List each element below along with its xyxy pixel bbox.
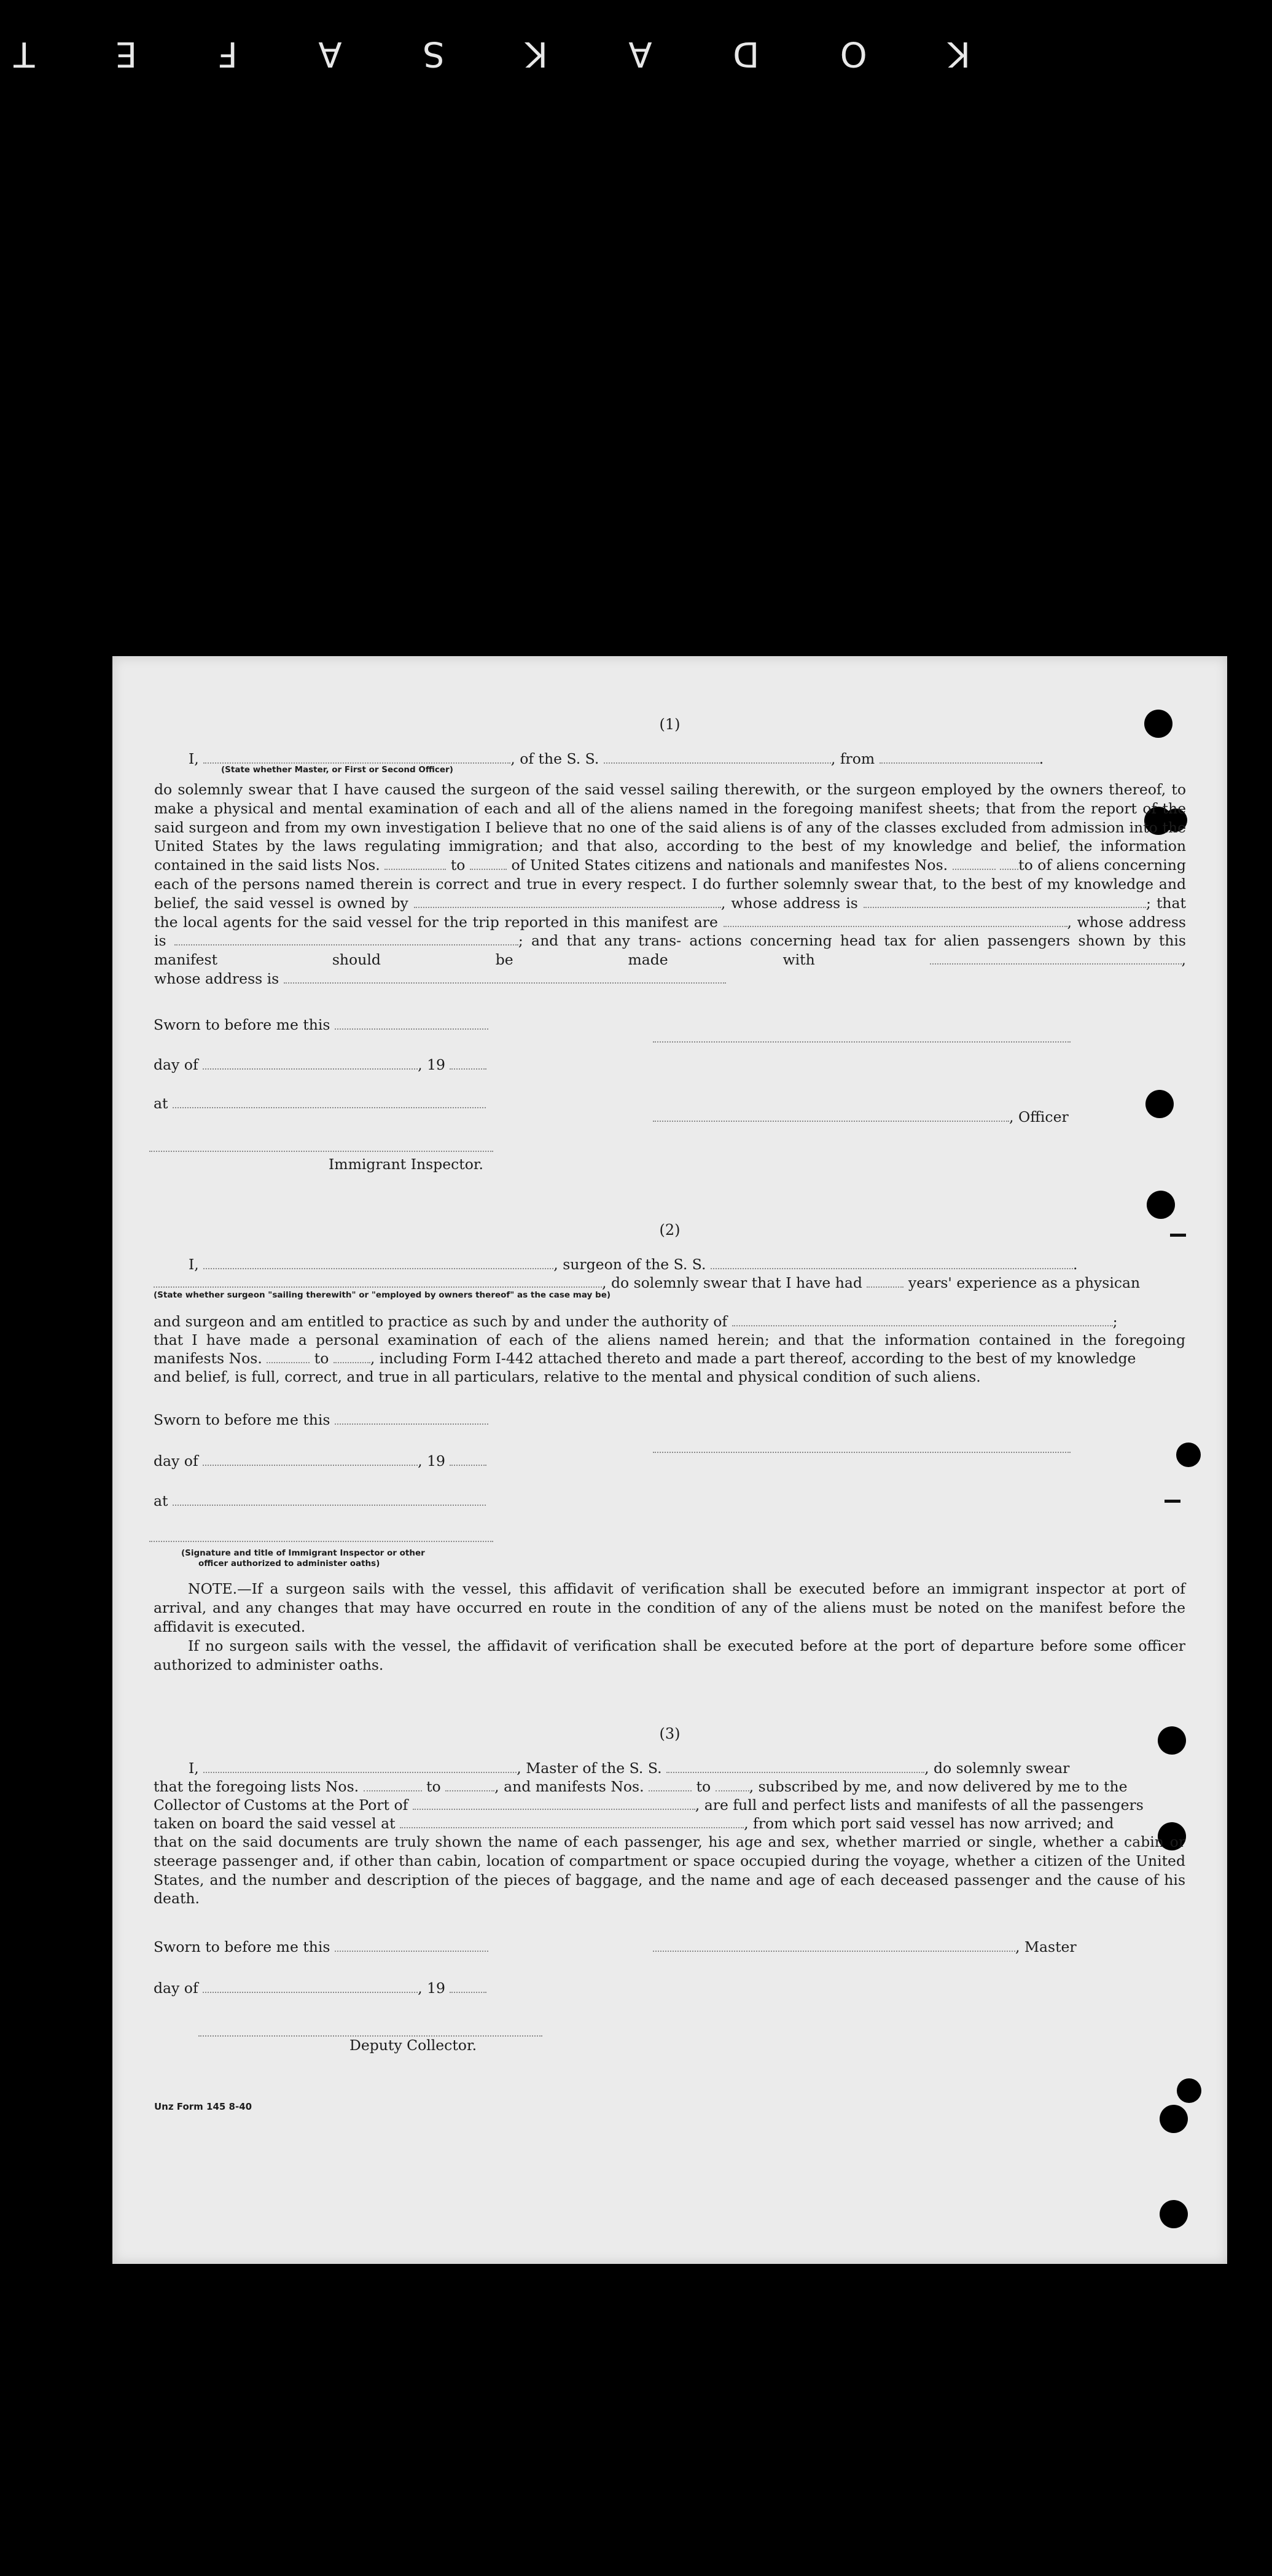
section-3-line-2 (154, 1777, 1128, 1796)
blank-field[interactable] (203, 1986, 418, 1993)
text: I, (189, 750, 199, 767)
blank-field[interactable] (203, 1262, 553, 1269)
text: , from (830, 750, 875, 767)
text: years' experience as a physican (908, 1274, 1141, 1291)
blank-field[interactable] (267, 1356, 310, 1363)
officer-signature (653, 1108, 1069, 1126)
section-2-paragraph-line-4: and belief, is full, correct, and true in all particulars, relative to the mental and physical condition of such aliens. (154, 1368, 981, 1385)
text: , 19 (418, 1979, 445, 1997)
signature-note-1: (Signature and title of Immigrant Inspector or other (181, 1548, 425, 1558)
section-3-line-4 (154, 1814, 1114, 1833)
officer-note: (State whether Master, or First or Second Officer) (221, 765, 453, 775)
text: , do solemnly swear (924, 1760, 1070, 1777)
blank-field[interactable] (450, 1986, 486, 1993)
blank-field[interactable] (445, 1784, 494, 1791)
blank-field[interactable] (666, 1766, 924, 1773)
text: of United States citizens and nationals and manifestes Nos. (511, 856, 948, 874)
deputy-collector-label: Deputy Collector. (349, 2037, 477, 2054)
text: to (426, 1778, 441, 1795)
section-2-day (154, 1452, 486, 1470)
immigrant-inspector-label: Immigrant Inspector. (329, 1156, 484, 1173)
text: , 19 (418, 1056, 445, 1073)
form-number: Unz Form 145 8-40 (154, 2101, 252, 2112)
text: to (696, 1778, 711, 1795)
text: to (314, 1350, 329, 1367)
master-signature (653, 1938, 1077, 1956)
section-3-sworn (154, 1938, 488, 1956)
blank-field[interactable] (953, 863, 996, 870)
signature-line[interactable] (653, 1114, 1009, 1122)
blank-field[interactable] (335, 1417, 488, 1425)
text: and surgeon and am entitled to practice as such by and under the authority of (154, 1313, 728, 1330)
section-3-line-3 (154, 1796, 1144, 1814)
text: , from which port said vessel has now arrived; and (744, 1815, 1114, 1832)
section-2-sworn (154, 1411, 488, 1429)
section-2-paragraph-line-3 (154, 1349, 1136, 1368)
punch-hole (1160, 2200, 1188, 2228)
blank-field[interactable] (173, 1498, 486, 1506)
text: , and manifests Nos. (494, 1778, 644, 1795)
text: , whose address is (720, 894, 858, 912)
text: I, (189, 1760, 199, 1777)
text: actions concerning head tax for alien passengers shown by this manifest should be made with (154, 932, 1186, 969)
blank-field[interactable] (364, 1784, 422, 1791)
film-letter: O (838, 34, 867, 74)
text: , of the S. S. (510, 750, 599, 767)
blank-field[interactable] (649, 1784, 692, 1791)
text: ; and that any trans- (518, 932, 682, 950)
blank-field[interactable] (203, 1766, 517, 1773)
surgeon-signature-line[interactable] (653, 1452, 1071, 1453)
section-3-number: (3) (659, 1725, 681, 1742)
text: , Master of the S. S. (517, 1760, 662, 1777)
text: day of (154, 1979, 198, 1997)
film-letter: K (524, 34, 548, 74)
text: manifests Nos. (154, 1350, 262, 1367)
text: that on the said documents are truly shown the name of each passenger, his age and sex, whether married or single, whether a cabin or steerage passenger and, if other than cabin, location of compartment or space occupied during the voyage, whether a citizen of the United States, and the number and description of the pieces of baggage, and the name and age of each deceased passenger and the cause of his death. (154, 1833, 1185, 1908)
section-2-paragraph-line-2 (154, 1331, 1185, 1350)
section-2-number: (2) (659, 1221, 681, 1239)
blank-field[interactable] (724, 920, 1067, 927)
blank-field[interactable] (203, 756, 510, 764)
blank-field[interactable] (174, 938, 518, 945)
punch-hole (1147, 1191, 1175, 1219)
inspector-signature-line[interactable] (149, 1541, 493, 1542)
film-letter: K (946, 34, 970, 74)
section-1-line-1: I, , of the S. S. , from . (189, 750, 1044, 767)
text: to (1018, 856, 1033, 874)
document-page (112, 656, 1227, 2264)
section-2-at (154, 1492, 486, 1510)
text: , Master (1015, 1938, 1077, 1955)
section-1-paragraph: do solemnly swear that I have caused the surgeon of the said vessel sailing therewith, or the surgeon employed by the owners thereof, to make a physical and mental examination of each and all of the aliens named in the foregoing manifest sheets; that from the report of the said surgeon and from my own investigation I believe that no one of the said aliens is of any of the classes excluded from admission into the United States by the laws regulating immigration; and that also, according to the best of my knowledge and belief, the information contained in the said lists Nos. to of United States citizens and nationals and manifestes Nos. to of aliens concerning each of the persons named therein is correct and true in every respect. I do further solemnly swear that, to the best of my knowledge and belief, the said vessel is owned by , whose address is ; that the local agents for the said vessel for the trip reported in this manifest are , whose address is ; and that any trans- actions concerning head tax for alien passengers shown by this manifest should be made with , whose address is (154, 781, 1186, 987)
blank-field[interactable] (1000, 863, 1018, 870)
signature-line[interactable] (653, 1944, 1015, 1952)
blank-field[interactable] (284, 976, 726, 984)
text: at (154, 1095, 168, 1112)
blank-field[interactable] (930, 957, 1182, 965)
note-paragraph-2 (154, 1637, 1185, 1675)
text: , do solemnly swear that I have had (602, 1274, 862, 1291)
punch-hole (1177, 2078, 1201, 2103)
text: at (154, 1492, 168, 1509)
text: , are full and perfect lists and manifests of all the passengers (695, 1796, 1144, 1814)
text: , including Form I-442 attached thereto and made a part thereof, according to the best of my knowledge (370, 1350, 1136, 1367)
inspector-signature-line[interactable] (149, 1151, 493, 1152)
blank-field[interactable] (880, 756, 1039, 764)
section-1-number: (1) (659, 716, 681, 733)
punch-hole (1160, 2105, 1188, 2133)
film-letter: A (627, 34, 652, 74)
text: NOTE.—If a surgeon sails with the vessel, this affidavit of verification shall be executed before an immigrant inspector at port of arrival, and any changes that may have occurred en route in the condition of any of the aliens must be noted on the manifest before the affidavit is executed. (154, 1580, 1185, 1635)
section-3-body (154, 1833, 1185, 1908)
section-3-day (154, 1979, 486, 1997)
note-paragraph-1 (154, 1580, 1185, 1636)
film-letter: F (216, 34, 238, 74)
blank-field[interactable] (335, 1022, 488, 1030)
text: ; that the local agents for the said vessel for the trip reported in this manifest are (154, 894, 1186, 931)
text: whose address is (154, 969, 279, 987)
blank-field[interactable] (203, 1062, 418, 1070)
text: Sworn to before me this (154, 1016, 330, 1033)
blank-field[interactable] (203, 1458, 418, 1466)
text: Sworn to before me this (154, 1938, 330, 1955)
blank-field[interactable] (711, 1262, 1073, 1269)
blank-field[interactable] (414, 901, 721, 908)
blank-field[interactable] (335, 1944, 488, 1952)
section-3-line-1 (189, 1759, 1069, 1777)
punch-hole (1145, 1090, 1174, 1118)
film-letter: S (421, 34, 445, 74)
section-2-line-2 (154, 1274, 1140, 1292)
blank-field[interactable] (864, 901, 1146, 908)
blank-field[interactable] (384, 863, 446, 870)
section-1-at (154, 1094, 486, 1113)
blank-field[interactable] (470, 863, 507, 870)
blank-field[interactable] (154, 1280, 602, 1288)
text: do solemnly swear that I have caused the surgeon of the said vessel sailing therewith, or the surgeon employed by the owners thereof, to make a physical and mental examination of each and all of the aliens named in the foregoing manifest sheets; that from the report of the said surgeon and from my own investigation I believe that no one of the said aliens is of any of the classes excluded from admission into the United States by the laws regulating immigration; and that also, according to the best of my knowledge and belief, the information contained in the said lists Nos. (154, 781, 1186, 874)
section-2-line-1: I, , surgeon of the S. S. . (189, 1256, 1078, 1273)
text: , whose address is (154, 913, 1186, 950)
blank-field[interactable] (413, 1803, 695, 1810)
blank-field[interactable] (173, 1101, 486, 1108)
section-2-paragraph-line-1: and surgeon and am entitled to practice as such by and under the authority of ; (154, 1313, 1118, 1330)
blank-field[interactable] (450, 1458, 486, 1466)
blank-field[interactable] (604, 756, 831, 764)
text: I, (189, 1256, 199, 1273)
text: Sworn to before me this (154, 1411, 330, 1428)
blank-field[interactable] (400, 1821, 744, 1828)
film-letter: E (114, 34, 138, 74)
surgeon-note: (State whether surgeon "sailing therewith" or "employed by owners thereof" as the case may be) (154, 1290, 611, 1300)
text: that the foregoing lists Nos. (154, 1778, 359, 1795)
blank-field[interactable] (732, 1319, 1113, 1326)
text: taken on board the said vessel at (154, 1815, 396, 1832)
blank-field[interactable] (334, 1356, 370, 1363)
text: of aliens concerning each of the persons named therein is correct and true in every respect. I do further solemnly swear that, to the best of my knowledge and belief, the said vessel is owned by (154, 856, 1186, 912)
film-letter: A (317, 34, 342, 74)
section-1-day (154, 1055, 486, 1074)
section-1-sworn (154, 1016, 488, 1034)
punch-hole (1176, 1443, 1201, 1467)
text: day of (154, 1056, 198, 1073)
text: , 19 (418, 1452, 445, 1470)
text: , subscribed by me, and now delivered by me to the (749, 1778, 1128, 1795)
edge-mark (1165, 1500, 1180, 1503)
text: , surgeon of the S. S. (553, 1256, 706, 1273)
text: day of (154, 1452, 198, 1470)
text: Collector of Customs at the Port of (154, 1796, 408, 1814)
text: , Officer (1009, 1108, 1069, 1126)
blank-field[interactable] (716, 1784, 749, 1791)
blank-field[interactable] (450, 1062, 486, 1070)
film-letter: D (732, 34, 760, 74)
signature-note-2: officer authorized to administer oaths) (198, 1559, 380, 1568)
text: that I have made a personal examination of each of the aliens named herein; and that the information contained in the foregoing (154, 1331, 1185, 1349)
film-letter: T (12, 34, 35, 74)
text: If no surgeon sails with the vessel, the affidavit of verification shall be executed before at the port of departure before some officer authorized to administer oaths. (154, 1637, 1185, 1674)
signature-line[interactable] (653, 1041, 1071, 1043)
text: to (450, 856, 466, 874)
blank-field[interactable] (867, 1280, 903, 1288)
film-edge-marking (12, 25, 970, 74)
